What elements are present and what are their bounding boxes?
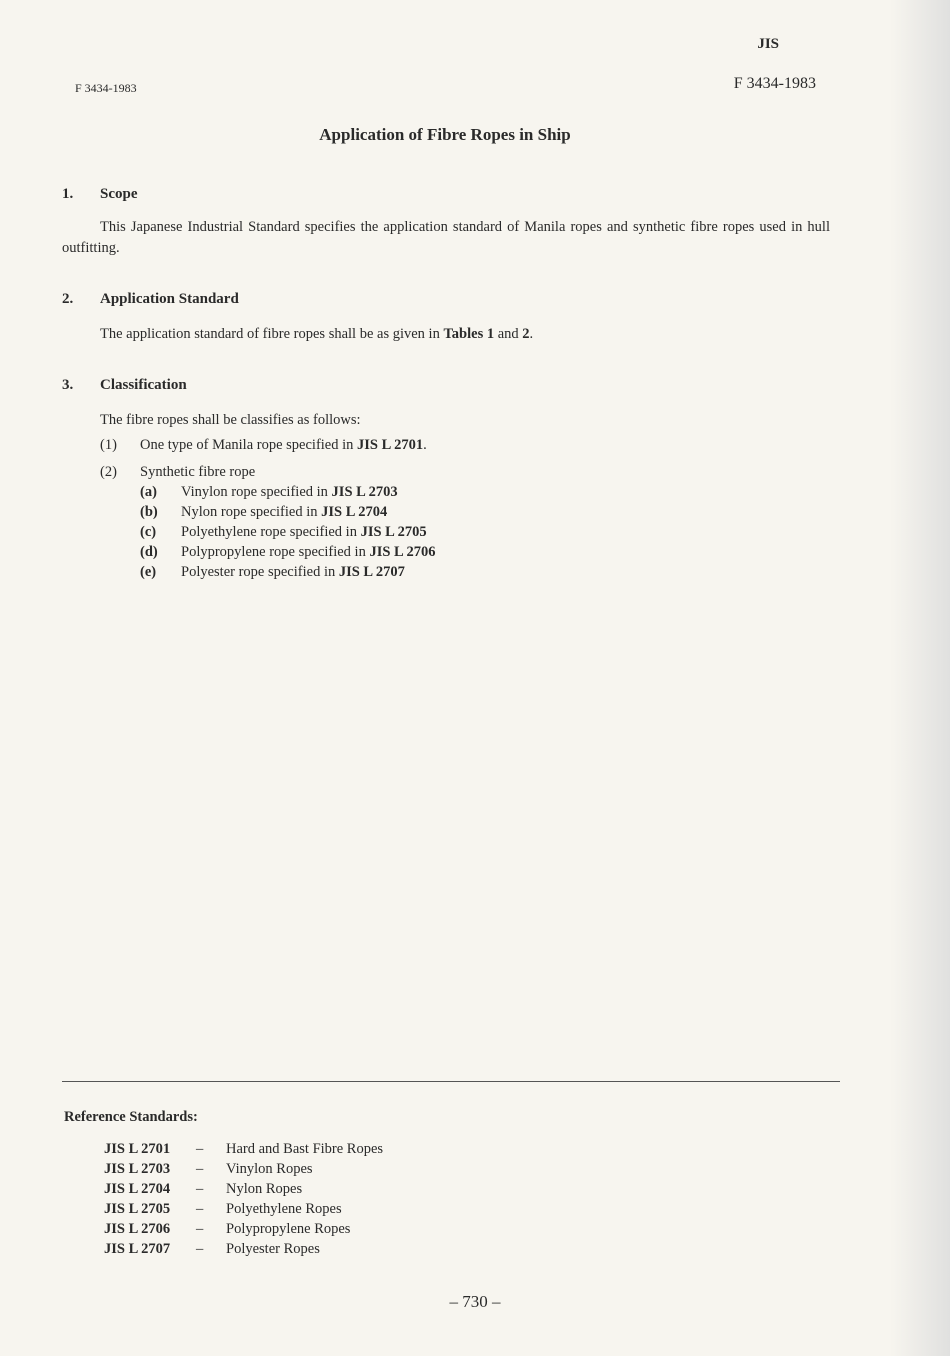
reference-name: Nylon Ropes xyxy=(226,1181,303,1197)
section-2-title: Application Standard xyxy=(100,291,239,307)
list-item: Synthetic fibre rope xyxy=(140,464,256,480)
reference-code: JIS L 2706 xyxy=(104,1221,171,1237)
page-edge-shadow xyxy=(890,0,950,1356)
reference-name: Polyethylene Ropes xyxy=(226,1201,342,1217)
footer-divider xyxy=(62,1081,840,1082)
reference-title: Reference Standards: xyxy=(64,1109,198,1125)
section-3-title: Classification xyxy=(100,377,187,393)
header-code-right: F 3434-1983 xyxy=(733,75,816,92)
reference-dash: – xyxy=(196,1221,204,1237)
sublist-item: Nylon rope specified in JIS L 2704 xyxy=(181,504,388,520)
reference-name: Polyester Ropes xyxy=(226,1241,320,1257)
section-3-intro: The fibre ropes shall be classifies as follows: xyxy=(100,412,361,428)
sublist-item: Vinylon rope specified in JIS L 2703 xyxy=(181,484,398,500)
sublist-item-label: (d) xyxy=(140,544,158,560)
reference-name: Vinylon Ropes xyxy=(226,1161,313,1177)
reference-dash: – xyxy=(196,1201,204,1217)
section-3-number: 3. xyxy=(62,377,74,393)
sublist-item-label: (a) xyxy=(140,484,157,500)
document-title: Application of Fibre Ropes in Ship xyxy=(319,125,571,144)
section-1-text: This Japanese Industrial Standard specifies the application standard of Manila ropes and synthetic fibre ropes used in hull outfitting. xyxy=(62,219,830,256)
section-1-number: 1. xyxy=(62,186,74,202)
sublist-item-label: (e) xyxy=(140,564,157,580)
reference-code: JIS L 2701 xyxy=(104,1141,171,1157)
section-2-number: 2. xyxy=(62,291,74,307)
section-2-text: The application standard of fibre ropes shall be as given in Tables 1 and 2. xyxy=(100,326,534,342)
sublist-item-label: (c) xyxy=(140,524,157,540)
reference-name: Polypropylene Ropes xyxy=(226,1221,351,1237)
header-code-left: F 3434-1983 xyxy=(75,81,137,95)
header-jis-mark: JIS xyxy=(757,36,779,52)
page-number: – 730 – xyxy=(449,1292,501,1311)
reference-code: JIS L 2705 xyxy=(104,1201,171,1217)
list-item-label: (1) xyxy=(100,437,117,453)
list-item-label: (2) xyxy=(100,464,117,480)
sublist-item: Polypropylene rope specified in JIS L 2706 xyxy=(181,544,436,560)
reference-dash: – xyxy=(196,1181,204,1197)
list-item: One type of Manila rope specified in JIS L 2701. xyxy=(140,437,427,453)
reference-dash: – xyxy=(196,1241,204,1257)
reference-dash: – xyxy=(196,1141,204,1157)
sublist-item-label: (b) xyxy=(140,504,158,520)
reference-code: JIS L 2707 xyxy=(104,1241,171,1257)
section-1-title: Scope xyxy=(100,186,138,202)
reference-code: JIS L 2703 xyxy=(104,1161,171,1177)
sublist-item: Polyester rope specified in JIS L 2707 xyxy=(181,564,405,580)
reference-dash: – xyxy=(196,1161,204,1177)
reference-name: Hard and Bast Fibre Ropes xyxy=(226,1141,384,1157)
sublist-item: Polyethylene rope specified in JIS L 2705 xyxy=(181,524,427,540)
reference-code: JIS L 2704 xyxy=(104,1181,171,1197)
